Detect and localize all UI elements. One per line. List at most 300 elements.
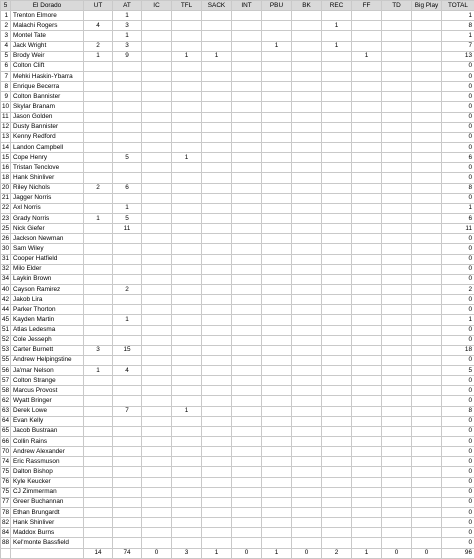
int-cell[interactable] [232, 437, 262, 447]
pbu-cell[interactable] [262, 284, 292, 294]
big-play-cell[interactable] [412, 497, 442, 507]
at-cell[interactable]: 5 [113, 153, 142, 163]
ut-cell[interactable] [84, 153, 113, 163]
int-cell[interactable] [232, 112, 262, 122]
jersey-number-cell[interactable]: 3 [1, 31, 11, 41]
total-cell[interactable]: 0 [442, 386, 474, 396]
totals-td-cell[interactable]: 0 [382, 548, 412, 558]
jersey-number-cell[interactable]: 76 [1, 477, 11, 487]
ic-cell[interactable] [142, 416, 172, 426]
totals-int-cell[interactable]: 0 [232, 548, 262, 558]
player-name-cell[interactable]: Grady Norris [11, 213, 84, 223]
ut-cell[interactable] [84, 396, 113, 406]
tfl-cell[interactable] [172, 437, 202, 447]
bk-cell[interactable] [292, 102, 322, 112]
player-name-cell[interactable]: Jakob Lira [11, 295, 84, 305]
total-cell[interactable]: 1 [442, 315, 474, 325]
player-name-cell[interactable]: Jacob Bustraan [11, 426, 84, 436]
pbu-cell[interactable] [262, 203, 292, 213]
bk-cell[interactable] [292, 487, 322, 497]
ut-cell[interactable] [84, 82, 113, 92]
ic-cell[interactable] [142, 447, 172, 457]
ut-cell[interactable] [84, 142, 113, 152]
at-cell[interactable]: 9 [113, 51, 142, 61]
td-cell[interactable] [382, 122, 412, 132]
ff-cell[interactable] [352, 92, 382, 102]
total-cell[interactable]: 0 [442, 416, 474, 426]
player-name-cell[interactable]: Trenton Elmore [11, 11, 84, 21]
sack-cell[interactable]: 1 [202, 51, 232, 61]
rec-cell[interactable] [322, 224, 352, 234]
sack-cell[interactable] [202, 416, 232, 426]
at-cell[interactable] [113, 112, 142, 122]
td-cell[interactable] [382, 538, 412, 548]
pbu-cell[interactable] [262, 173, 292, 183]
at-cell[interactable] [113, 254, 142, 264]
total-cell[interactable]: 0 [442, 325, 474, 335]
bk-cell[interactable] [292, 396, 322, 406]
td-cell[interactable] [382, 366, 412, 376]
total-cell[interactable]: 0 [442, 437, 474, 447]
ut-cell[interactable] [84, 112, 113, 122]
int-cell[interactable] [232, 457, 262, 467]
total-cell[interactable]: 0 [442, 254, 474, 264]
at-cell[interactable] [113, 528, 142, 538]
ut-cell[interactable]: 1 [84, 213, 113, 223]
pbu-cell[interactable] [262, 447, 292, 457]
at-cell[interactable]: 11 [113, 224, 142, 234]
total-cell[interactable]: 0 [442, 467, 474, 477]
jersey-number-cell[interactable]: 25 [1, 224, 11, 234]
jersey-number-cell[interactable]: 44 [1, 305, 11, 315]
td-cell[interactable] [382, 447, 412, 457]
int-cell[interactable] [232, 71, 262, 81]
ic-cell[interactable] [142, 92, 172, 102]
pbu-cell[interactable] [262, 376, 292, 386]
bk-cell[interactable] [292, 295, 322, 305]
tfl-cell[interactable] [172, 305, 202, 315]
td-cell[interactable] [382, 264, 412, 274]
td-cell[interactable] [382, 487, 412, 497]
td-cell[interactable] [382, 163, 412, 173]
ff-cell[interactable] [352, 163, 382, 173]
bk-cell[interactable] [292, 477, 322, 487]
at-cell[interactable]: 7 [113, 406, 142, 416]
big-play-cell[interactable] [412, 518, 442, 528]
rec-cell[interactable] [322, 203, 352, 213]
jersey-number-cell[interactable]: 7 [1, 71, 11, 81]
player-name-cell[interactable]: Skylar Branam [11, 102, 84, 112]
at-cell[interactable] [113, 467, 142, 477]
td-cell[interactable] [382, 132, 412, 142]
big-play-cell[interactable] [412, 508, 442, 518]
ic-cell[interactable] [142, 508, 172, 518]
at-cell[interactable] [113, 355, 142, 365]
ut-cell[interactable] [84, 193, 113, 203]
tfl-cell[interactable] [172, 325, 202, 335]
at-cell[interactable] [113, 447, 142, 457]
rec-cell[interactable] [322, 315, 352, 325]
total-cell[interactable]: 8 [442, 183, 474, 193]
ut-cell[interactable] [84, 538, 113, 548]
sack-cell[interactable] [202, 305, 232, 315]
jersey-number-cell[interactable]: 11 [1, 112, 11, 122]
ff-cell[interactable] [352, 366, 382, 376]
td-cell[interactable] [382, 457, 412, 467]
ff-cell[interactable] [352, 355, 382, 365]
pbu-cell[interactable] [262, 112, 292, 122]
td-cell[interactable] [382, 467, 412, 477]
total-cell[interactable]: 0 [442, 142, 474, 152]
td-cell[interactable] [382, 11, 412, 21]
ff-cell[interactable] [352, 142, 382, 152]
jersey-number-cell[interactable]: 64 [1, 416, 11, 426]
int-cell[interactable] [232, 163, 262, 173]
rec-cell[interactable] [322, 284, 352, 294]
ic-cell[interactable] [142, 284, 172, 294]
player-name-cell[interactable]: Riley Nichols [11, 183, 84, 193]
at-cell[interactable] [113, 416, 142, 426]
jersey-number-cell[interactable]: 82 [1, 518, 11, 528]
ff-cell[interactable] [352, 82, 382, 92]
big-play-cell[interactable] [412, 21, 442, 31]
total-cell[interactable]: 0 [442, 163, 474, 173]
int-cell[interactable] [232, 538, 262, 548]
ff-cell[interactable] [352, 284, 382, 294]
total-cell[interactable]: 0 [442, 82, 474, 92]
tfl-cell[interactable] [172, 376, 202, 386]
ut-cell[interactable] [84, 518, 113, 528]
bk-cell[interactable] [292, 153, 322, 163]
pbu-cell[interactable] [262, 518, 292, 528]
totals-total-cell[interactable]: 96 [442, 548, 474, 558]
big-play-cell[interactable] [412, 61, 442, 71]
ff-cell[interactable] [352, 11, 382, 21]
ut-cell[interactable] [84, 447, 113, 457]
int-cell[interactable] [232, 426, 262, 436]
ut-cell[interactable] [84, 528, 113, 538]
big-play-cell[interactable] [412, 396, 442, 406]
pbu-cell[interactable] [262, 61, 292, 71]
at-cell[interactable]: 6 [113, 183, 142, 193]
at-cell[interactable]: 3 [113, 21, 142, 31]
at-cell[interactable] [113, 518, 142, 528]
td-cell[interactable] [382, 437, 412, 447]
ff-cell[interactable] [352, 132, 382, 142]
rec-cell[interactable] [322, 142, 352, 152]
rec-cell[interactable] [322, 426, 352, 436]
player-name-cell[interactable]: Carter Burnett [11, 345, 84, 355]
at-cell[interactable] [113, 142, 142, 152]
ic-cell[interactable] [142, 487, 172, 497]
total-cell[interactable]: 0 [442, 244, 474, 254]
rec-cell[interactable] [322, 92, 352, 102]
ff-cell[interactable] [352, 467, 382, 477]
bk-cell[interactable] [292, 264, 322, 274]
at-cell[interactable] [113, 82, 142, 92]
at-cell[interactable] [113, 335, 142, 345]
sack-cell[interactable] [202, 437, 232, 447]
jersey-number-cell[interactable]: 55 [1, 355, 11, 365]
td-cell[interactable] [382, 345, 412, 355]
bk-cell[interactable] [292, 467, 322, 477]
player-name-cell[interactable]: Eric Rassmuson [11, 457, 84, 467]
ff-cell[interactable] [352, 193, 382, 203]
bk-cell[interactable] [292, 305, 322, 315]
td-cell[interactable] [382, 224, 412, 234]
pbu-cell[interactable] [262, 295, 292, 305]
jersey-number-cell[interactable]: 40 [1, 284, 11, 294]
tfl-cell[interactable] [172, 193, 202, 203]
ic-cell[interactable] [142, 122, 172, 132]
total-cell[interactable]: 13 [442, 51, 474, 61]
jersey-number-cell[interactable]: 26 [1, 234, 11, 244]
bk-cell[interactable] [292, 163, 322, 173]
rec-cell[interactable] [322, 112, 352, 122]
rec-cell[interactable] [322, 51, 352, 61]
rec-cell[interactable] [322, 244, 352, 254]
at-cell[interactable] [113, 376, 142, 386]
sack-cell[interactable] [202, 528, 232, 538]
rec-cell[interactable] [322, 132, 352, 142]
big-play-cell[interactable] [412, 102, 442, 112]
ut-cell[interactable] [84, 477, 113, 487]
tfl-cell[interactable] [172, 487, 202, 497]
int-cell[interactable] [232, 153, 262, 163]
ut-cell[interactable] [84, 264, 113, 274]
at-cell[interactable] [113, 426, 142, 436]
player-name-cell[interactable]: Greer Buchannan [11, 497, 84, 507]
player-name-cell[interactable]: Collin Rains [11, 437, 84, 447]
tfl-cell[interactable] [172, 508, 202, 518]
sack-cell[interactable] [202, 497, 232, 507]
pbu-cell[interactable] [262, 487, 292, 497]
jersey-number-cell[interactable]: 20 [1, 183, 11, 193]
ic-cell[interactable] [142, 51, 172, 61]
totals-tfl-cell[interactable]: 3 [172, 548, 202, 558]
totals-big-play-cell[interactable]: 0 [412, 548, 442, 558]
rec-cell[interactable] [322, 31, 352, 41]
totals-label-cell[interactable] [11, 548, 84, 558]
total-cell[interactable]: 0 [442, 274, 474, 284]
int-cell[interactable] [232, 325, 262, 335]
pbu-cell[interactable] [262, 477, 292, 487]
jersey-number-cell[interactable]: 75 [1, 487, 11, 497]
pbu-cell[interactable] [262, 234, 292, 244]
player-name-cell[interactable]: Milo Elder [11, 264, 84, 274]
ic-cell[interactable] [142, 467, 172, 477]
at-cell[interactable] [113, 305, 142, 315]
jersey-number-cell[interactable]: 9 [1, 92, 11, 102]
pbu-cell[interactable] [262, 264, 292, 274]
rec-cell[interactable]: 1 [322, 21, 352, 31]
sack-cell[interactable] [202, 376, 232, 386]
total-cell[interactable]: 0 [442, 518, 474, 528]
ff-cell[interactable] [352, 335, 382, 345]
sack-cell[interactable] [202, 315, 232, 325]
bk-cell[interactable] [292, 254, 322, 264]
ff-cell[interactable] [352, 264, 382, 274]
player-name-cell[interactable]: Colton Clift [11, 61, 84, 71]
total-cell[interactable]: 0 [442, 173, 474, 183]
pbu-cell[interactable] [262, 497, 292, 507]
int-cell[interactable] [232, 203, 262, 213]
player-name-cell[interactable]: Derek Lowe [11, 406, 84, 416]
tfl-cell[interactable] [172, 112, 202, 122]
tfl-cell[interactable] [172, 203, 202, 213]
bk-cell[interactable] [292, 213, 322, 223]
pbu-cell[interactable] [262, 183, 292, 193]
big-play-cell[interactable] [412, 193, 442, 203]
bk-cell[interactable] [292, 518, 322, 528]
at-cell[interactable] [113, 477, 142, 487]
int-cell[interactable] [232, 518, 262, 528]
td-cell[interactable] [382, 112, 412, 122]
tfl-cell[interactable]: 1 [172, 153, 202, 163]
big-play-cell[interactable] [412, 467, 442, 477]
total-cell[interactable]: 1 [442, 203, 474, 213]
jersey-number-cell[interactable]: 2 [1, 21, 11, 31]
jersey-number-cell[interactable]: 8 [1, 82, 11, 92]
jersey-number-cell[interactable]: 78 [1, 508, 11, 518]
jersey-number-cell[interactable]: 21 [1, 193, 11, 203]
at-cell[interactable]: 1 [113, 203, 142, 213]
big-play-cell[interactable] [412, 487, 442, 497]
ut-cell[interactable] [84, 31, 113, 41]
ut-cell[interactable] [84, 426, 113, 436]
td-cell[interactable] [382, 376, 412, 386]
tfl-cell[interactable] [172, 538, 202, 548]
total-cell[interactable]: 7 [442, 41, 474, 51]
sack-cell[interactable] [202, 467, 232, 477]
big-play-cell[interactable] [412, 335, 442, 345]
int-cell[interactable] [232, 193, 262, 203]
big-play-cell[interactable] [412, 82, 442, 92]
bk-cell[interactable] [292, 31, 322, 41]
total-cell[interactable]: 0 [442, 234, 474, 244]
rec-cell[interactable] [322, 71, 352, 81]
jersey-number-cell[interactable]: 63 [1, 406, 11, 416]
rec-cell[interactable] [322, 153, 352, 163]
td-cell[interactable] [382, 315, 412, 325]
at-cell[interactable] [113, 61, 142, 71]
td-cell[interactable] [382, 305, 412, 315]
td-cell[interactable] [382, 406, 412, 416]
sack-cell[interactable] [202, 406, 232, 416]
rec-cell[interactable] [322, 447, 352, 457]
big-play-cell[interactable] [412, 437, 442, 447]
int-cell[interactable] [232, 254, 262, 264]
total-cell[interactable]: 0 [442, 477, 474, 487]
ic-cell[interactable] [142, 173, 172, 183]
big-play-cell[interactable] [412, 355, 442, 365]
rec-cell[interactable] [322, 264, 352, 274]
rec-cell[interactable] [322, 325, 352, 335]
ic-cell[interactable] [142, 71, 172, 81]
player-name-cell[interactable]: Axl Norris [11, 203, 84, 213]
sack-cell[interactable] [202, 11, 232, 21]
ff-cell[interactable] [352, 173, 382, 183]
player-name-cell[interactable]: Sam Wiley [11, 244, 84, 254]
tfl-cell[interactable] [172, 173, 202, 183]
player-name-cell[interactable]: Dusty Bannister [11, 122, 84, 132]
jersey-number-cell[interactable]: 58 [1, 386, 11, 396]
at-cell[interactable] [113, 71, 142, 81]
at-cell[interactable]: 2 [113, 284, 142, 294]
bk-cell[interactable] [292, 203, 322, 213]
total-cell[interactable]: 0 [442, 335, 474, 345]
ut-cell[interactable] [84, 295, 113, 305]
int-cell[interactable] [232, 274, 262, 284]
td-cell[interactable] [382, 21, 412, 31]
ut-cell[interactable] [84, 173, 113, 183]
ic-cell[interactable] [142, 244, 172, 254]
tfl-cell[interactable] [172, 71, 202, 81]
jersey-number-cell[interactable]: 23 [1, 213, 11, 223]
player-name-cell[interactable]: Jackson Newman [11, 234, 84, 244]
int-cell[interactable] [232, 132, 262, 142]
total-cell[interactable]: 6 [442, 153, 474, 163]
ut-cell[interactable] [84, 71, 113, 81]
td-cell[interactable] [382, 295, 412, 305]
pbu-cell[interactable] [262, 335, 292, 345]
header-at-cell[interactable]: AT [113, 1, 142, 11]
at-cell[interactable]: 1 [113, 315, 142, 325]
at-cell[interactable] [113, 487, 142, 497]
ut-cell[interactable] [84, 132, 113, 142]
ff-cell[interactable] [352, 518, 382, 528]
ff-cell[interactable] [352, 487, 382, 497]
pbu-cell[interactable] [262, 193, 292, 203]
total-cell[interactable]: 0 [442, 122, 474, 132]
bk-cell[interactable] [292, 528, 322, 538]
total-cell[interactable]: 0 [442, 396, 474, 406]
big-play-cell[interactable] [412, 112, 442, 122]
jersey-number-cell[interactable]: 5 [1, 51, 11, 61]
tfl-cell[interactable] [172, 82, 202, 92]
pbu-cell[interactable] [262, 325, 292, 335]
bk-cell[interactable] [292, 173, 322, 183]
ic-cell[interactable] [142, 264, 172, 274]
pbu-cell[interactable] [262, 426, 292, 436]
int-cell[interactable] [232, 173, 262, 183]
jersey-number-cell[interactable]: 65 [1, 426, 11, 436]
ic-cell[interactable] [142, 21, 172, 31]
total-cell[interactable]: 0 [442, 92, 474, 102]
pbu-cell[interactable] [262, 467, 292, 477]
ff-cell[interactable] [352, 426, 382, 436]
ut-cell[interactable] [84, 234, 113, 244]
total-cell[interactable]: 0 [442, 305, 474, 315]
ut-cell[interactable]: 1 [84, 51, 113, 61]
ff-cell[interactable] [352, 112, 382, 122]
td-cell[interactable] [382, 386, 412, 396]
int-cell[interactable] [232, 497, 262, 507]
rec-cell[interactable] [322, 477, 352, 487]
td-cell[interactable] [382, 142, 412, 152]
bk-cell[interactable] [292, 71, 322, 81]
tfl-cell[interactable] [172, 61, 202, 71]
player-name-cell[interactable]: Wyatt Bringer [11, 396, 84, 406]
int-cell[interactable] [232, 82, 262, 92]
tfl-cell[interactable] [172, 345, 202, 355]
pbu-cell[interactable] [262, 224, 292, 234]
pbu-cell[interactable]: 1 [262, 41, 292, 51]
ut-cell[interactable] [84, 325, 113, 335]
bk-cell[interactable] [292, 355, 322, 365]
tfl-cell[interactable]: 1 [172, 51, 202, 61]
td-cell[interactable] [382, 518, 412, 528]
